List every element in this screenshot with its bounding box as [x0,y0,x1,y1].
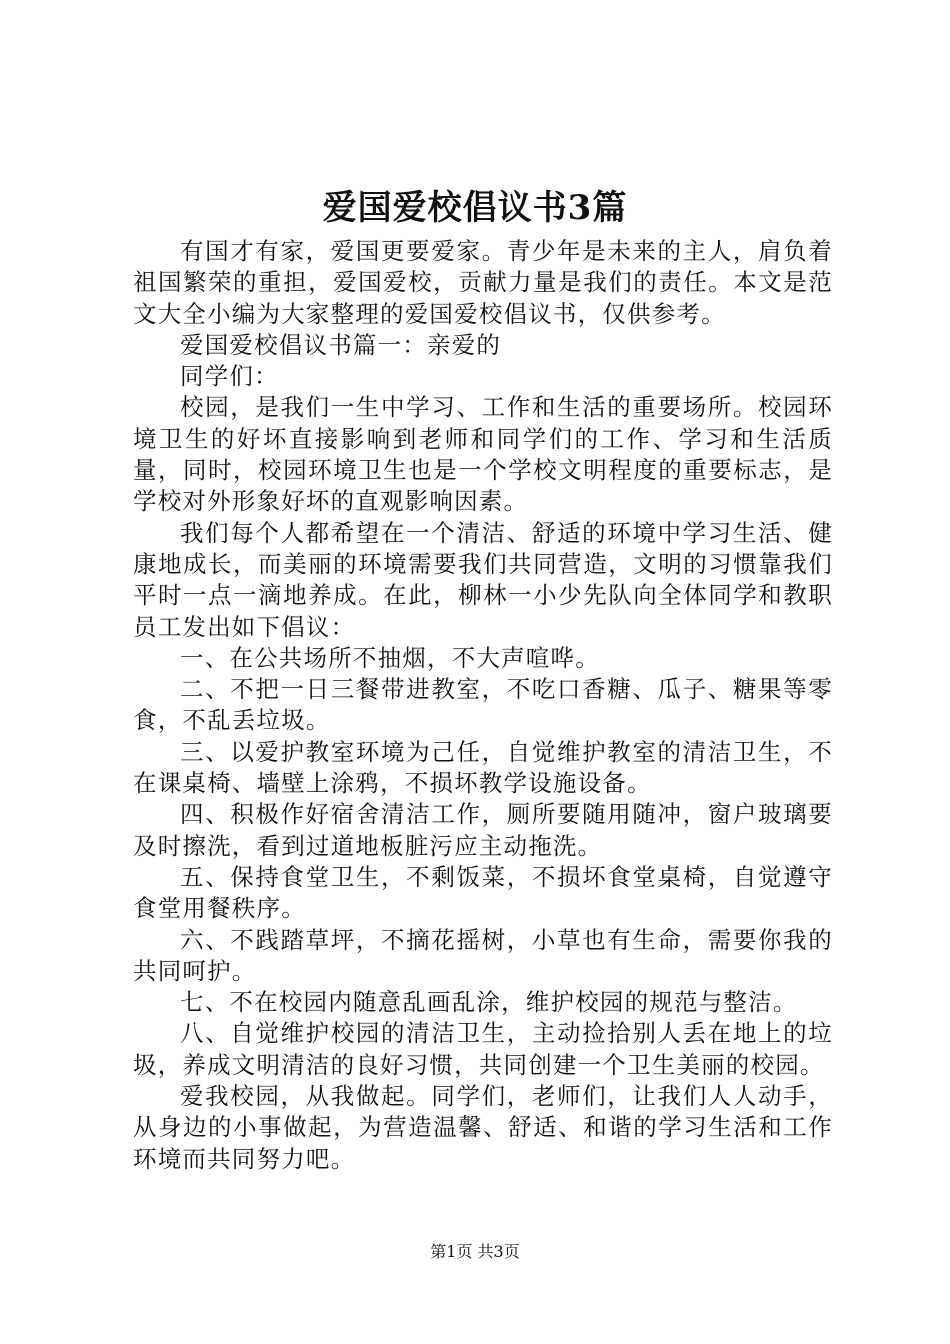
proposal-item: 二、不把一日三餐带进教室，不吃口香糖、瓜子、糖果等零食，不乱丢垃圾。 [133,675,833,735]
paragraph-intro: 有国才有家，爱国更要爱家。青少年是未来的主人，肩负着祖国繁荣的重担，爱国爱校，贡献力量是我们的责任。本文是范文大全小编为大家整理的爱国爱校倡议书，仅供参考。 [133,237,833,328]
paragraph-body: 校园，是我们一生中学习、工作和生活的重要场所。校园环境卫生的好坏直接影响到老师和同学们的工作、学习和生活质量，同时，校园环境卫生也是一个学校文明程度的重要标志，是学校对外形象好坏的直观影响因素。 [133,393,833,516]
document-body [133,236,833,1175]
page-footer: 第1页 共3页 [430,1242,520,1261]
proposal-item: 七、不在校园内随意乱画乱涂，维护校园的规范与整洁。 [180,988,798,1017]
paragraph-salutation: 同学们： [180,362,279,391]
proposal-item: 六、不践踏草坪，不摘花摇树，小草也有生命，需要你我的共同呵护。 [133,925,833,985]
paragraph-body: 我们每个人都希望在一个清洁、舒适的环境中学习生活、健康地成长，而美丽的环境需要我们共同营造，文明的习惯靠我们平时一点一滴地养成。在此，柳林一小少先队向全体同学和教职员工发出如下倡议： [133,518,833,641]
proposal-item: 八、自觉维护校园的清洁卫生，主动捡拾别人丢在地上的垃圾，养成文明清洁的良好习惯，共同创建一个卫生美丽的校园。 [133,1019,833,1079]
document-title: 爱国爱校倡议书3篇 [322,188,628,228]
proposal-item: 一、在公共场所不抽烟，不大声喧哗。 [180,643,600,672]
paragraph-heading: 爱国爱校倡议书篇一：亲爱的 [180,330,502,359]
proposal-item: 五、保持食堂卫生，不剩饭菜，不损坏食堂桌椅，自觉遵守食堂用餐秩序。 [133,862,833,923]
proposal-item: 四、积极作好宿舍清洁工作，厕所要随用随冲，窗户玻璃要及时擦洗，看到过道地板脏污应主动拖洗。 [133,800,833,860]
proposal-item: 三、以爱护教室环境为己任，自觉维护教室的清洁卫生，不在课桌椅、墙壁上涂鸦，不损坏教学设施设备。 [133,737,833,798]
paragraph-closing: 爱我校园，从我做起。同学们，老师们，让我们人人动手，从身边的小事做起，为营造温馨、舒适、和谐的学习生活和工作环境而共同努力吧。 [133,1082,833,1173]
